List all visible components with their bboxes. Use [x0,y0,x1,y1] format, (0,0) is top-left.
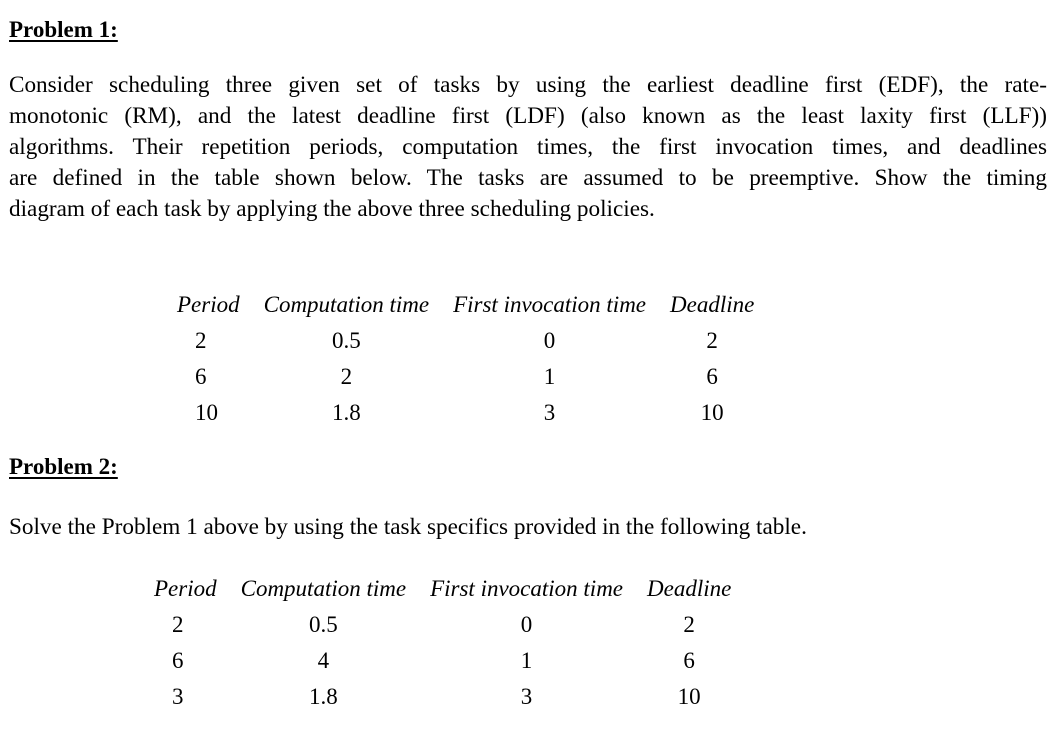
problem-1-description [9,70,1047,225]
header-computation-time: Computation time [263,292,430,317]
table-row [177,395,766,431]
header-deadline: Deadline [670,292,755,317]
header-computation-time: Computation time [240,576,407,601]
cell-period: 10 [195,400,218,425]
cell-deadline: 10 [700,400,724,425]
cell-first-invocation-time: 3 [520,684,533,709]
cell-period: 6 [172,648,184,673]
table-row [177,323,766,359]
header-deadline: Deadline [647,576,732,601]
header-first-invocation-time: First invocation time [430,576,624,601]
cell-period: 3 [172,684,184,709]
problem-1-line: Consider scheduling three given set of tasks by using the earliest deadline first (EDF), the rate- [9,72,1047,98]
cell-computation-time: 2 [340,364,353,389]
cell-deadline: 2 [683,612,695,637]
problem-1-line: are defined in the table shown below. The tasks are assumed to be preemptive. Show the timing [9,165,1047,191]
cell-deadline: 2 [706,328,718,353]
problem-1-task-table [177,287,766,431]
problem-2-task-table [154,571,743,715]
cell-first-invocation-time: 1 [520,648,533,673]
cell-period: 2 [172,612,184,637]
cell-deadline: 6 [706,364,718,389]
cell-period: 2 [195,328,207,353]
table-row [177,359,766,395]
cell-computation-time: 1.8 [308,684,338,709]
cell-computation-time: 4 [317,648,330,673]
cell-period: 6 [195,364,207,389]
table-header-row [154,571,743,607]
table-header-row [177,287,766,323]
table-row [154,679,743,715]
cell-first-invocation-time: 0 [520,612,533,637]
cell-first-invocation-time: 0 [543,328,556,353]
cell-computation-time: 0.5 [331,328,361,353]
header-first-invocation-time: First invocation time [453,292,647,317]
cell-deadline: 10 [677,684,701,709]
cell-first-invocation-time: 1 [543,364,556,389]
header-period: Period [177,292,240,317]
problem-1-line: diagram of each task by applying the above three scheduling policies. [9,196,655,222]
cell-computation-time: 1.8 [331,400,361,425]
table-row [154,607,743,643]
cell-first-invocation-time: 3 [543,400,556,425]
cell-deadline: 6 [683,648,695,673]
problem-2-heading: Problem 2: [9,454,118,479]
header-period: Period [154,576,217,601]
problem-2-description: Solve the Problem 1 above by using the task specifics provided in the following table. [9,514,807,540]
table-row [154,643,743,679]
problem-1-heading: Problem 1: [9,17,118,42]
problem-1-line: monotonic (RM), and the latest deadline first (LDF) (also known as the least laxity first (LLF)) [9,103,1047,129]
cell-computation-time: 0.5 [308,612,338,637]
problem-1-line: algorithms. Their repetition periods, computation times, the first invocation times, and deadlines [9,134,1047,160]
